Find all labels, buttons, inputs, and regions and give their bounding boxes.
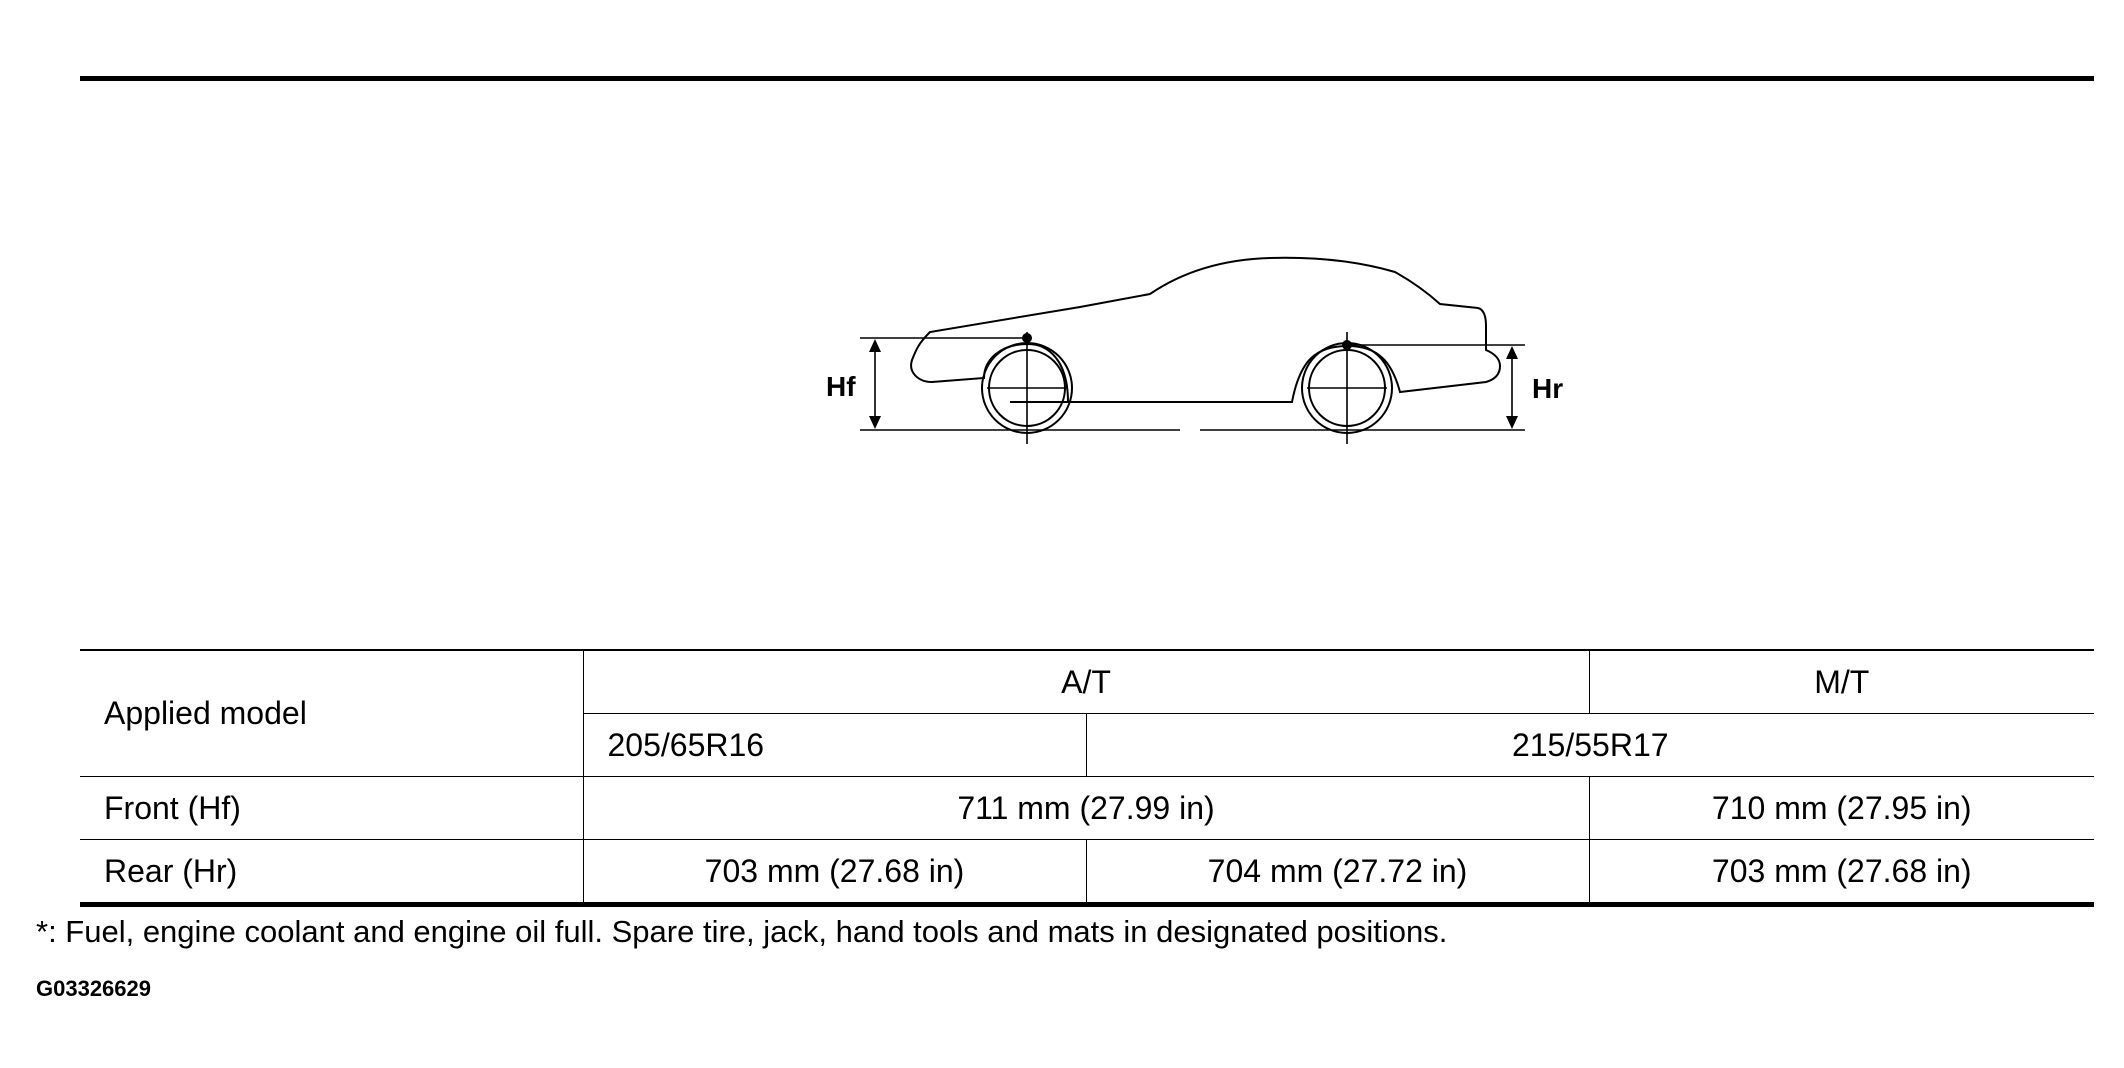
front-mt-value: 710 mm (27.95 in) bbox=[1589, 777, 2094, 840]
top-rule bbox=[80, 76, 2094, 81]
footnote: *: Fuel, engine coolant and engine oil full. Spare tire, jack, hand tools and mats in designated positions. bbox=[36, 914, 1448, 949]
vehicle-height-diagram bbox=[780, 230, 1600, 460]
hf-label: Hf bbox=[826, 371, 856, 402]
vehicle-height-table bbox=[80, 649, 2094, 907]
tire-17-header: 215/55R17 bbox=[1086, 714, 2094, 777]
table-row bbox=[80, 650, 2094, 714]
front-row-label: Front (Hf) bbox=[80, 777, 583, 840]
hr-label: Hr bbox=[1532, 373, 1564, 404]
tire-16-header: 205/65R16 bbox=[583, 714, 1086, 777]
table-row bbox=[80, 777, 2094, 840]
figure-id: G03326629 bbox=[36, 976, 151, 1001]
table-row bbox=[80, 840, 2094, 905]
rear-at-17-value: 704 mm (27.72 in) bbox=[1086, 840, 1589, 905]
applied-model-header: Applied model bbox=[80, 650, 583, 777]
rear-mt-value: 703 mm (27.68 in) bbox=[1589, 840, 2094, 905]
at-header: A/T bbox=[583, 650, 1589, 714]
car-body-outline bbox=[911, 258, 1500, 402]
rear-at-16-value: 703 mm (27.68 in) bbox=[583, 840, 1086, 905]
mt-header: M/T bbox=[1589, 650, 2094, 714]
front-at-value: 711 mm (27.99 in) bbox=[583, 777, 1589, 840]
rear-row-label: Rear (Hr) bbox=[80, 840, 583, 905]
